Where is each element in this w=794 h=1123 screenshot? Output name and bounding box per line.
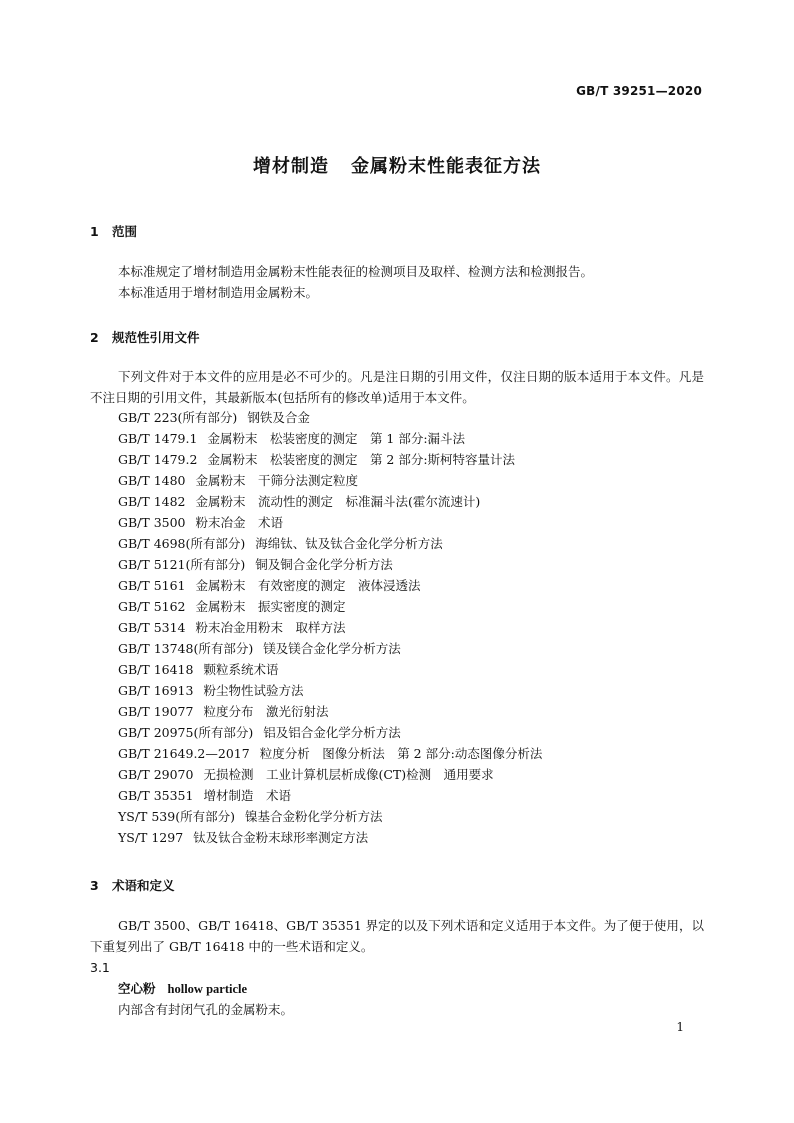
reference-name: 无损检测 工业计算机层析成像(CT)检测 通用要求 — [203, 767, 494, 782]
reference-code: GB/T 16913 — [118, 683, 194, 698]
scope-paragraph-1: 本标准规定了增材制造用金属粉末性能表征的检测项目及取样、检测方法和检测报告。 — [118, 264, 594, 279]
reference-name: 钢铁及合金 — [247, 410, 310, 425]
reference-code: GB/T 5121(所有部分) — [118, 557, 246, 572]
reference-name: 粉末冶金用粉末 取样方法 — [195, 620, 346, 635]
references-intro-paragraph: 下列文件对于本文件的应用是必不可少的。凡是注日期的引用文件，仅注日期的版本适用于本文件。凡是不注日期的引用文件，其最新版本(包括所有的修改单)适用于本文件。 — [90, 369, 704, 405]
reference-code: YS/T 1297 — [118, 830, 184, 845]
reference-item — [118, 428, 542, 449]
reference-name: 粒度分布 激光衍射法 — [203, 704, 329, 719]
scope-paragraph-2: 本标准适用于增材制造用金属粉末。 — [118, 285, 319, 300]
reference-item — [118, 470, 542, 491]
reference-name: 金属粉末 松装密度的测定 第 2 部分:斯柯特容量计法 — [207, 452, 516, 467]
section-title: 范围 — [112, 224, 138, 239]
section-title: 术语和定义 — [112, 878, 175, 893]
reference-name: 铝及铝合金化学分析方法 — [263, 725, 401, 740]
document-title — [0, 152, 794, 178]
reference-name: 金属粉末 流动性的测定 标准漏斗法(霍尔流速计) — [195, 494, 481, 509]
document-title-part1: 增材制造 — [253, 156, 329, 177]
reference-name: 铜及铜合金化学分析方法 — [255, 557, 393, 572]
reference-code: GB/T 13748(所有部分) — [118, 641, 254, 656]
reference-code: GB/T 16418 — [118, 662, 194, 677]
reference-code: GB/T 5314 — [118, 620, 186, 635]
term-definition: 内部含有封闭气孔的金属粉末。 — [118, 1002, 294, 1017]
reference-code: GB/T 1482 — [118, 494, 186, 509]
reference-item — [118, 617, 542, 638]
reference-code: GB/T 1479.2 — [118, 452, 198, 467]
term-number: 3.1 — [90, 960, 110, 975]
reference-name: 粒度分析 图像分析法 第 2 部分:动态图像分析法 — [259, 746, 543, 761]
reference-code: GB/T 35351 — [118, 788, 194, 803]
section-1-heading — [90, 222, 137, 240]
reference-name: 海绵钛、钛及钛合金化学分析方法 — [255, 536, 443, 551]
reference-code: GB/T 5162 — [118, 599, 186, 614]
reference-item — [118, 512, 542, 533]
reference-item — [118, 785, 542, 806]
reference-code: YS/T 539(所有部分) — [118, 809, 235, 824]
reference-item — [118, 533, 542, 554]
reference-name: 钛及钛合金粉末球形率测定方法 — [193, 830, 369, 845]
reference-item — [118, 722, 542, 743]
reference-item — [118, 806, 542, 827]
reference-item — [118, 701, 542, 722]
page-number: 1 — [676, 1020, 684, 1034]
reference-item — [118, 659, 542, 680]
reference-code: GB/T 1480 — [118, 473, 186, 488]
reference-item — [118, 407, 542, 428]
reference-item — [118, 827, 542, 848]
section-3-heading — [90, 876, 175, 894]
section-number: 1 — [90, 224, 99, 239]
reference-item — [118, 743, 542, 764]
reference-name: 粉尘物性试验方法 — [203, 683, 304, 698]
reference-item — [118, 764, 542, 785]
reference-code: GB/T 29070 — [118, 767, 194, 782]
reference-code: GB/T 4698(所有部分) — [118, 536, 246, 551]
reference-name: 粉末冶金 术语 — [195, 515, 284, 530]
reference-name: 镁及镁合金化学分析方法 — [263, 641, 401, 656]
reference-code: GB/T 20975(所有部分) — [118, 725, 254, 740]
normative-references-list — [118, 407, 542, 848]
reference-item — [118, 638, 542, 659]
standard-number: GB/T 39251—2020 — [576, 84, 702, 98]
section-number: 3 — [90, 878, 99, 893]
reference-item — [118, 575, 542, 596]
reference-item — [118, 491, 542, 512]
term-english: hollow particle — [167, 982, 248, 996]
reference-item — [118, 680, 542, 701]
section-2-heading — [90, 328, 200, 346]
term-chinese: 空心粉 — [118, 981, 156, 996]
reference-code: GB/T 3500 — [118, 515, 186, 530]
reference-name: 增材制造 术语 — [203, 788, 291, 803]
terms-intro-paragraph: GB/T 3500、GB/T 16418、GB/T 35351 界定的以及下列术语和定义适用于本文件。为了便于使用，以下重复列出了 GB/T 16418 中的一些术语和定义。 — [90, 918, 704, 954]
reference-name: 金属粉末 振实密度的测定 — [195, 599, 346, 614]
section-title: 规范性引用文件 — [112, 330, 200, 345]
reference-code: GB/T 5161 — [118, 578, 186, 593]
reference-name: 镍基合金粉化学分析方法 — [244, 809, 383, 824]
term-entry — [118, 978, 247, 1000]
section-number: 2 — [90, 330, 99, 345]
reference-name: 金属粉末 干筛分法测定粒度 — [195, 473, 359, 488]
reference-code: GB/T 223(所有部分) — [118, 410, 238, 425]
reference-name: 颗粒系统术语 — [203, 662, 279, 677]
reference-code: GB/T 21649.2—2017 — [118, 746, 250, 761]
reference-item — [118, 449, 542, 470]
reference-item — [118, 554, 542, 575]
reference-name: 金属粉末 松装密度的测定 第 1 部分:漏斗法 — [207, 431, 466, 446]
document-title-part2: 金属粉末性能表征方法 — [351, 156, 541, 177]
reference-code: GB/T 19077 — [118, 704, 194, 719]
reference-code: GB/T 1479.1 — [118, 431, 198, 446]
reference-item — [118, 596, 542, 617]
reference-name: 金属粉末 有效密度的测定 液体浸透法 — [195, 578, 421, 593]
